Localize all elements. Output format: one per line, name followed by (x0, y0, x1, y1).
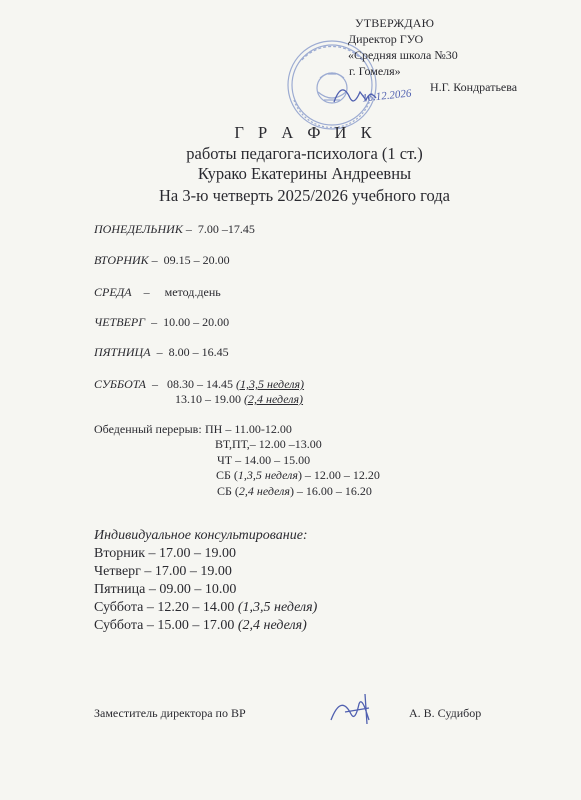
schedule-sep: – (182, 222, 198, 236)
schedule-row (94, 315, 229, 330)
lunch-weeks: 1,3,5 неделя (237, 468, 298, 482)
schedule-day: ВТОРНИК (94, 253, 149, 267)
handwritten-date: 16.12.2026 (361, 87, 412, 105)
schedule-time: 8.00 – 16.45 (168, 345, 229, 359)
approval-line-3: г. Гомеля» (349, 64, 401, 78)
consultation-note: (1,3,5 неделя) (237, 600, 318, 615)
schedule-time: 7.00 –17.45 (197, 222, 255, 236)
consultation-row (94, 582, 236, 598)
schedule-time: метод.день (164, 285, 221, 299)
consultation-text: Вторник – 17.00 – 19.00 (94, 546, 237, 561)
consultation-title (94, 528, 308, 544)
schedule-day: СРЕДА (94, 285, 132, 299)
approval-line-1: Директор ГУО (348, 32, 424, 46)
document-subtitle: работы педагога-психолога (1 ст.) (186, 144, 423, 163)
schedule-day: ПЯТНИЦА (94, 345, 151, 359)
saturday-time-2: 13.10 – 19.00 (175, 392, 244, 406)
schedule-sep: – (145, 315, 164, 329)
schedule-sep: – (150, 345, 169, 359)
approval-line-2: «Средняя школа №30 (348, 48, 458, 62)
saturday-day: СУББОТА (94, 377, 146, 391)
employee-name: Курако Екатерины Андреевны (197, 164, 412, 183)
deputy-signature-icon (325, 690, 405, 730)
consultation-row (94, 564, 232, 580)
consultation-row (94, 600, 317, 616)
term-line: На 3-ю четверть 2025/2026 учебного года (159, 186, 450, 205)
footer-name: А. В. Судибор (409, 706, 482, 720)
consultation-text: Четверг – 17.00 – 19.00 (94, 564, 232, 579)
lunch-row: ПН – 11.00-12.00 (205, 422, 292, 436)
lunch-row: ВТ,ПТ,– 12.00 –13.00 (215, 437, 322, 451)
lunch-row: ЧТ – 14.00 – 15.00 (217, 453, 311, 467)
schedule-day: ПОНЕДЕЛЬНИК (94, 222, 183, 236)
saturday-weeks-2: (2,4 неделя) (244, 392, 304, 406)
consultation-row (94, 546, 236, 562)
consultation-title-text: Индивидуальное консультирование: (94, 528, 308, 543)
lunch-row-sat-2 (217, 484, 372, 499)
lunch-time: ) – 16.00 – 16.20 (289, 484, 372, 498)
saturday-weeks-1: (1,3,5 неделя) (236, 377, 305, 391)
schedule-row (94, 285, 221, 300)
lunch-prefix: СБ ( (217, 484, 239, 498)
consultation-note: (2,4 неделя) (237, 618, 307, 633)
lunch-prefix: СБ ( (216, 468, 238, 482)
schedule-time: 09.15 – 20.00 (163, 253, 230, 267)
schedule-row (94, 253, 230, 268)
lunch-label: Обеденный перерыв: (94, 422, 202, 436)
lunch-weeks: 2,4 неделя (238, 484, 290, 498)
document-title: Г Р А Ф И К (234, 123, 377, 142)
lunch-row-sat-1 (216, 468, 380, 483)
saturday-row-1 (94, 377, 304, 392)
footer-position: Заместитель директора по ВР (94, 706, 246, 720)
schedule-row (94, 222, 255, 237)
consultation-text: Суббота – 12.20 – 14.00 (94, 600, 238, 615)
lunch-time: ) – 12.00 – 12.20 (297, 468, 380, 482)
schedule-time: 10.00 – 20.00 (163, 315, 230, 329)
schedule-sep: – (146, 377, 167, 391)
approval-signatory: Н.Г. Кондратьева (430, 80, 518, 94)
consultation-text: Суббота – 15.00 – 17.00 (94, 618, 238, 633)
schedule-sep: – (131, 285, 165, 299)
schedule-day: ЧЕТВЕРГ (94, 315, 146, 329)
schedule-sep: – (148, 253, 164, 267)
saturday-row-2 (175, 392, 303, 407)
consultation-row (94, 618, 307, 634)
schedule-row (94, 345, 229, 360)
consultation-text: Пятница – 09.00 – 10.00 (94, 582, 237, 597)
approval-title: УТВЕРЖДАЮ (355, 16, 435, 30)
saturday-time-1: 08.30 – 14.45 (167, 377, 236, 391)
